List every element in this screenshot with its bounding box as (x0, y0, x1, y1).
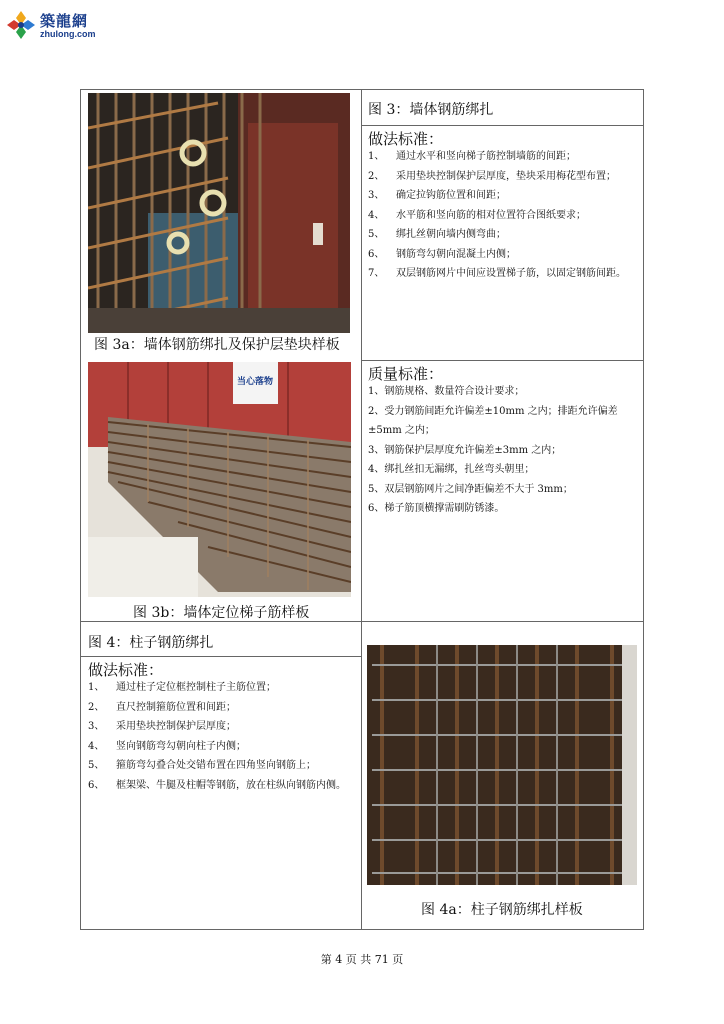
divider-title3 (361, 125, 644, 126)
site-logo (6, 8, 116, 44)
list-item: 2、 采用垫块控制保护层厚度，垫块采用梅花型布置； (368, 170, 616, 182)
divider-title4 (81, 656, 361, 657)
list-item: 2、 直尺控制箍筋位置和间距； (88, 701, 236, 713)
list-item: 5、 绑扎丝朝向墙内侧弯曲； (368, 229, 506, 240)
logo-chinese-text: 築龍網 (40, 12, 89, 30)
section4-title: 图 4：柱子钢筋绑扎 (88, 635, 214, 651)
list-item: 1、 通过柱子定位框控制柱子主筋位置； (88, 682, 276, 693)
ladder-rebar-image (88, 362, 351, 597)
list-item: 3、钢筋保护层厚度允许偏差±3mm 之内； (368, 444, 562, 456)
caption-3a: 图 3a：墙体钢筋绑扎及保护层垫块样板 (94, 337, 340, 353)
list-item: 6、 框架梁、牛腿及柱帽等钢筋，放在柱纵向钢筋内侧。 (88, 779, 346, 791)
section3-quality-list (368, 382, 638, 519)
caption-3b: 图 3b：墙体定位梯子筋样板 (133, 605, 310, 621)
photo-column-rebar (367, 645, 637, 885)
list-item: 4、 竖向钢筋弯勾朝向柱子内侧； (88, 740, 246, 752)
section4-method-list (88, 678, 346, 795)
divider-vertical-bottom (361, 621, 362, 930)
list-item: 6、梯子筋顶横撑需刷防锈漆。 (368, 503, 505, 514)
section4-method-heading: 做法标准： (88, 661, 164, 679)
list-item: 1、钢筋规格、数量符合设计要求； (368, 386, 525, 397)
list-item: 2、受力钢筋间距允许偏差±10mm 之内；排距允许偏差±5mm 之内； (368, 405, 618, 436)
list-item: 1、 通过水平和竖向梯子筋控制墙筋的间距； (368, 151, 576, 162)
section3-title: 图 3：墙体钢筋绑扎 (368, 102, 494, 118)
caption-4a: 图 4a：柱子钢筋绑扎样板 (421, 902, 583, 918)
list-item: 3、 确定拉钩筋位置和间距； (368, 190, 506, 201)
section3-method-heading: 做法标准： (368, 130, 444, 148)
list-item: 4、绑扎丝扣无漏绑，扎丝弯头朝里； (368, 464, 535, 475)
list-item: 4、 水平筋和竖向筋的相对位置符合图纸要求； (368, 209, 586, 221)
list-item: 7、 双层钢筋网片中间应设置梯子筋，以固定钢筋间距。 (368, 268, 626, 279)
document-table (80, 89, 644, 930)
list-item: 5、双层钢筋网片之间净距偏差不大于 3mm； (368, 483, 573, 495)
section3-method-list (368, 147, 626, 284)
list-item: 3、 采用垫块控制保护层厚度； (88, 721, 236, 732)
page-footer: 第 4 页 共 71 页 (320, 953, 404, 966)
wall-rebar-image (88, 93, 350, 333)
photo-ladder-rebar (88, 362, 351, 597)
section3-quality-heading: 质量标准： (368, 365, 444, 383)
column-rebar-image (367, 645, 637, 885)
divider-vertical-top (361, 90, 362, 621)
list-item: 5、 箍筋弯勾叠合处交错布置在四角竖向钢筋上； (88, 760, 316, 771)
warning-sign-text: 当心落物 (236, 377, 274, 387)
divider-middle-right (361, 360, 644, 361)
photo-wall-rebar (88, 93, 350, 333)
list-item: 6、 钢筋弯勾朝向混凝土内侧； (368, 248, 516, 260)
logo-mark-icon (6, 10, 36, 40)
logo-domain-text: zhulong.com (40, 29, 96, 39)
